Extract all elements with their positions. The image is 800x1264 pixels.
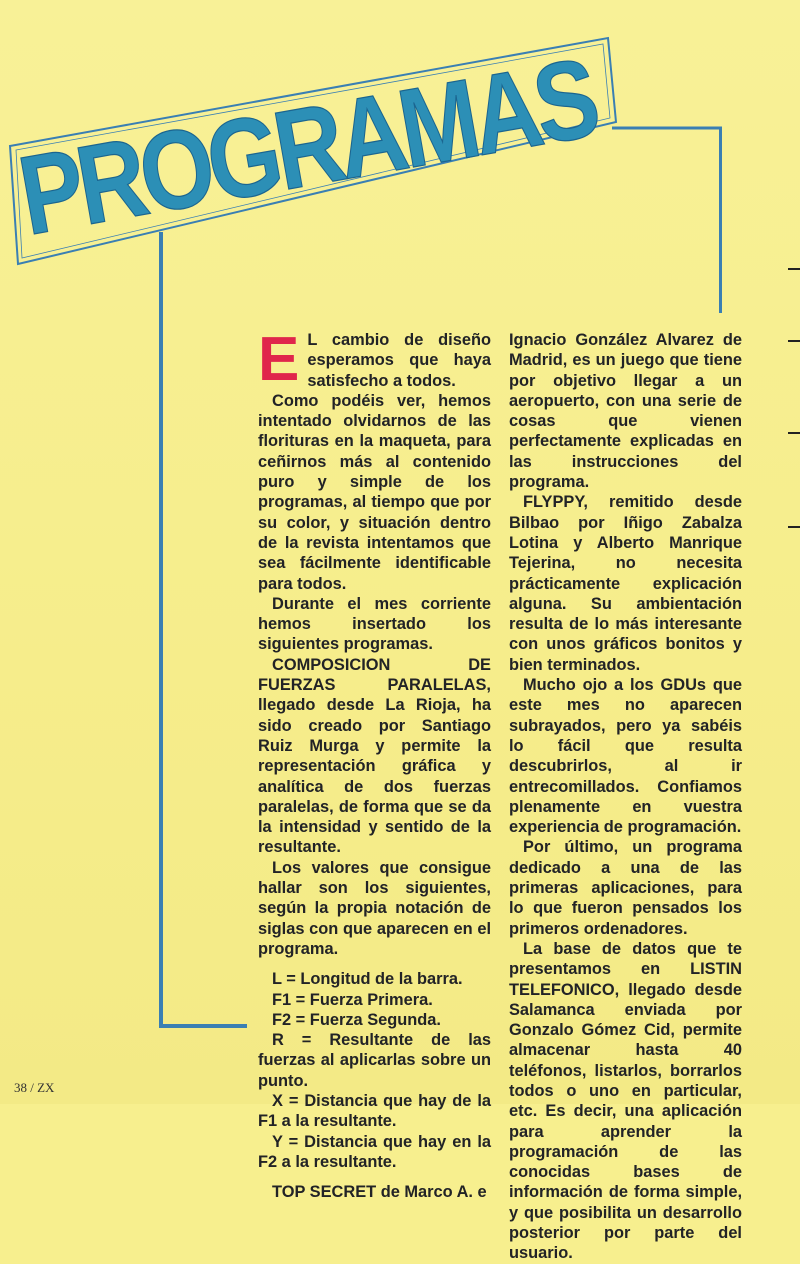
dropcap-letter: E [258, 325, 300, 394]
edge-mark [788, 340, 800, 342]
paragraph: Ignacio González Alvarez de Madrid, es un juego que tiene por objetivo llegar a un aeropuerto, con una serie de cosas que vienen perfectamente explicadas en las instrucciones del programa. [509, 331, 742, 492]
frame-bottom-horizontal [159, 1024, 247, 1028]
frame-right-vertical [719, 127, 722, 313]
paragraph: L cambio de diseño esperamos que haya satisfecho a todos. [307, 331, 491, 390]
article-left-column [258, 325, 491, 1202]
definition-list [258, 969, 491, 1172]
paragraph: La base de datos que te presentamos en LISTIN TELEFONICO, llegado desde Salamanca enviada por Gonzalo Gómez Cid, permite almacenar hasta 40 teléfonos, listarlos, borrarlos todos o uno en particular, etc. Es decir, una aplicación para aprender la programación de las conocidas bases de información de forma simple, y que posibilita un desarrollo posterior por parte del usuario. [509, 939, 742, 1263]
spacer [258, 959, 491, 969]
definition-item: R = Resultante de las fuerzas al aplicarlas sobre un punto. [258, 1031, 491, 1090]
spacer [258, 1172, 491, 1182]
frame-left-vertical [159, 232, 163, 1028]
definition-item: F1 = Fuerza Primera. [272, 990, 433, 1009]
edge-mark [788, 268, 800, 270]
paragraph: FLYPPY, remitido desde Bilbao por Iñigo Zabalza Lotina y Alberto Manrique Tejerina, no necesita prácticamente explicación alguna. Su ambientación resulta de lo más interesante con unos gráficos bonitos y bien terminados. [509, 493, 742, 674]
page-title: PROGRAMAS [10, 16, 709, 259]
paragraph: Como podéis ver, hemos intentado olvidarnos de las florituras en la maqueta, para ceñirnos más al contenido puro y simple de los programas, al tiempo que por su color, y situación dentro de la revista intentamos que sea fácilmente identificable para todos. [258, 391, 491, 593]
page-number: 38 / ZX [14, 1080, 55, 1095]
definition-item: Y = Distancia que hay en la F2 a la resultante. [258, 1132, 491, 1171]
edge-mark [788, 526, 800, 528]
article-right-column [509, 330, 742, 1264]
definition-item: F2 = Fuerza Segunda. [272, 1010, 441, 1029]
paragraph: COMPOSICION DE FUERZAS PARALELAS, llegado desde La Rioja, ha sido creado por Santiago Ruiz Murga y permite la representación gráfica y analítica de dos fuerzas paralelas, de forma que se da la intensidad y sentido de la resultante. [258, 655, 491, 857]
paragraph: TOP SECRET de Marco A. e [272, 1183, 487, 1202]
definition-item: X = Distancia que hay de la F1 a la resultante. [258, 1091, 491, 1131]
paragraph: Los valores que consigue hallar son los siguientes, según la propia notación de siglas con que aparecen en el programa. [258, 858, 491, 958]
paragraph: Mucho ojo a los GDUs que este mes no aparecen subrayados, pero ya sabéis lo fácil que resulta descubrirlos, al ir entrecomillados. Confiamos plenamente en vuestra experiencia de programación. [509, 676, 742, 837]
definition-item: L = Longitud de la barra. [272, 970, 463, 989]
paragraph: Por último, un programa dedicado a una de las primeras aplicaciones, para lo que fueron pensados los primeros ordenadores. [509, 838, 742, 938]
paragraph: Durante el mes corriente hemos insertado los siguientes programas. [258, 594, 491, 654]
title-banner [0, 0, 800, 300]
edge-mark [788, 432, 800, 434]
